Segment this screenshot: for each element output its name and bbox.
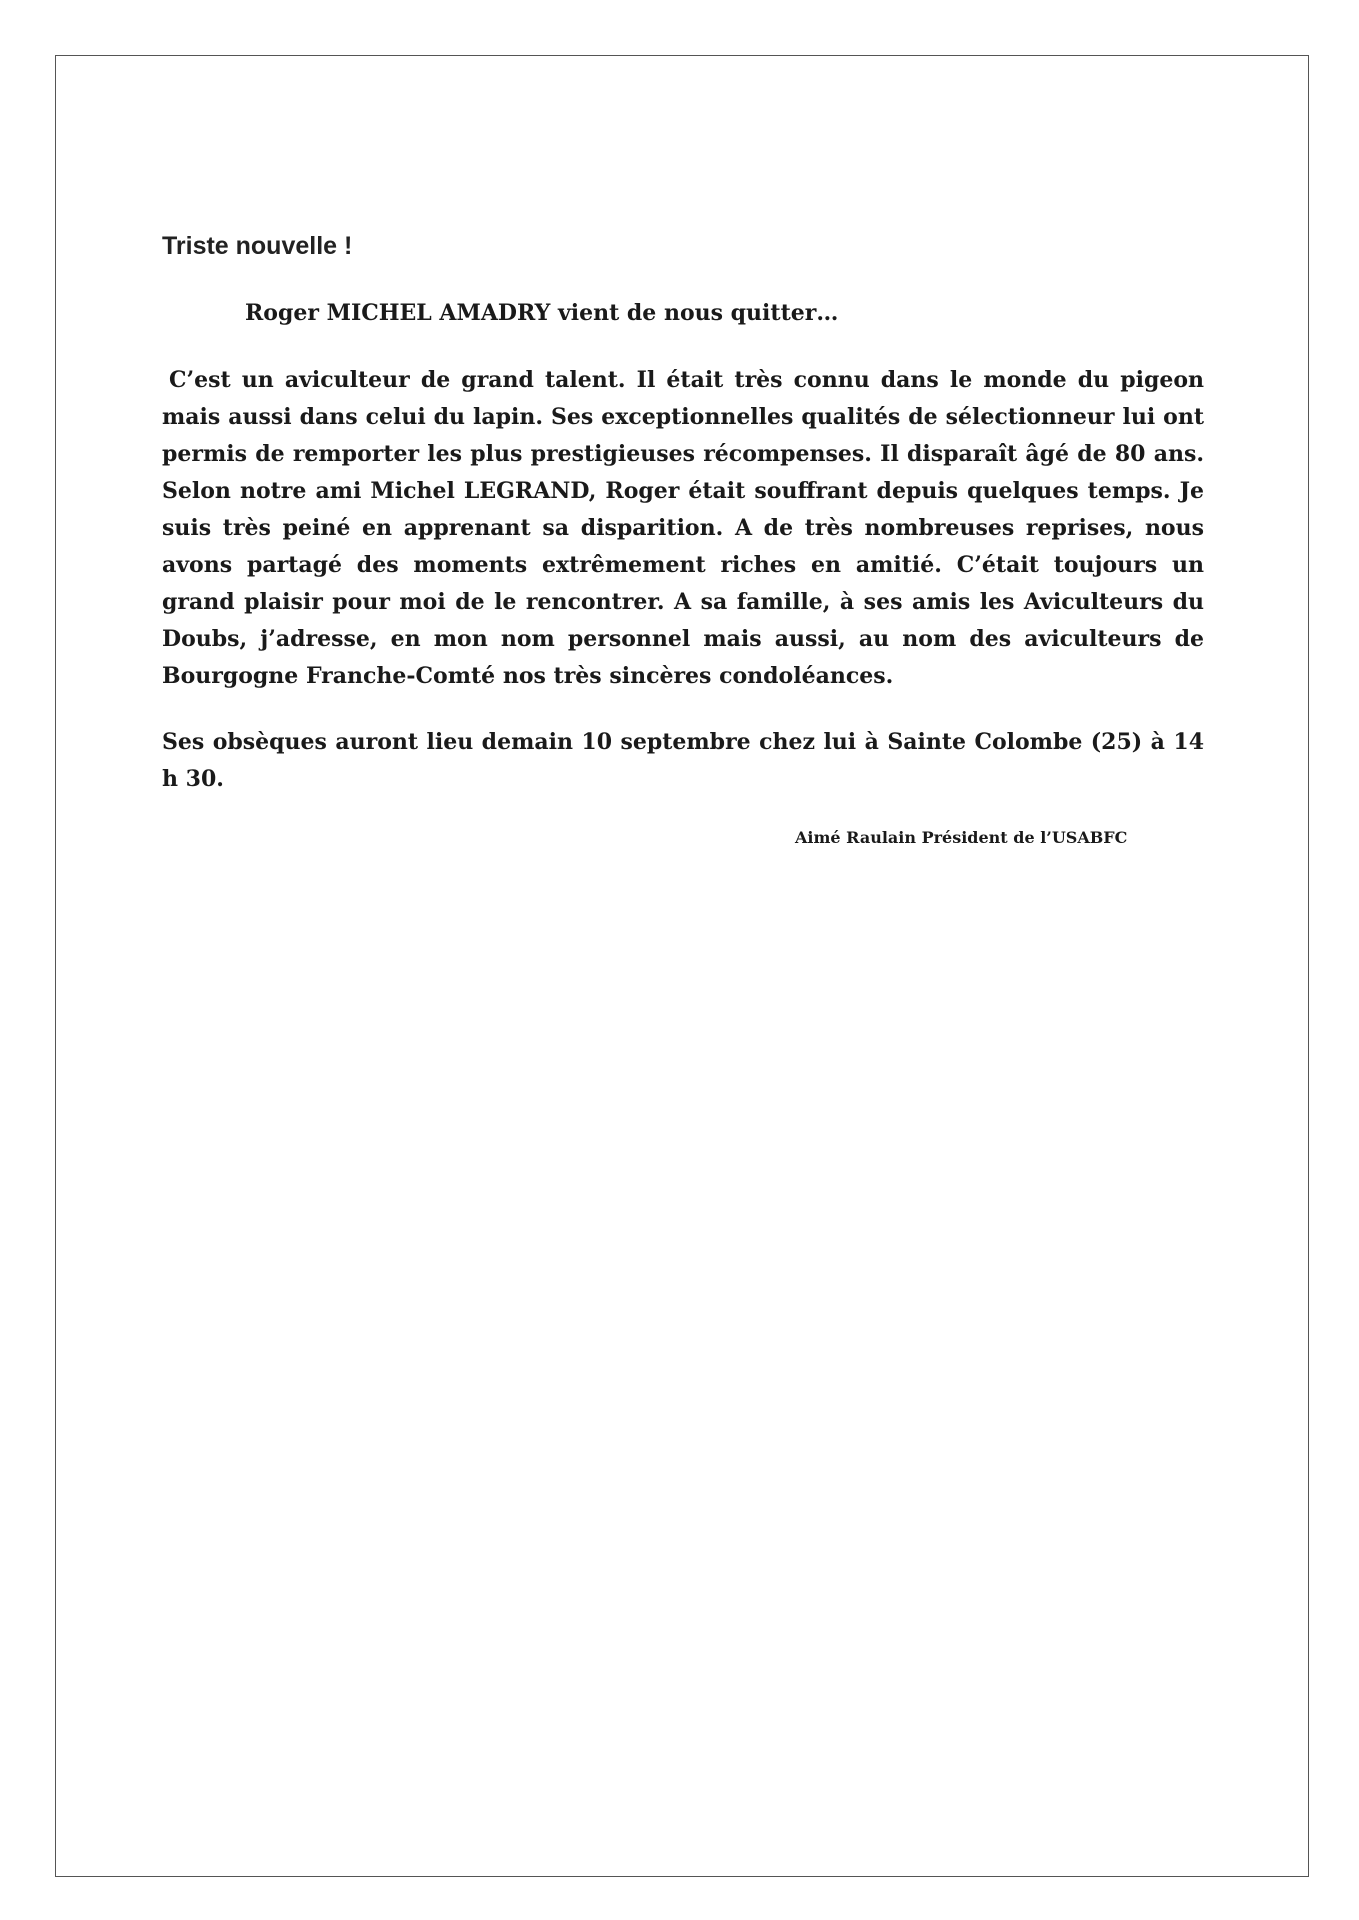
page-frame bbox=[55, 55, 1309, 1877]
signature: Aimé Raulain Président de l’USABFC bbox=[795, 828, 1128, 847]
subheading: Roger MICHEL AMADRY vient de nous quitter… bbox=[245, 300, 839, 326]
heading: Triste nouvelle ! bbox=[162, 232, 353, 260]
body-paragraph: C’est un aviculteur de grand talent. Il était très connu dans le monde du pigeon mais aussi dans celui du lapin. Ses exceptionnelles qualités de sélectionneur lui ont permis de remporter les plus prestigieuses récompenses. Il disparaît âgé de 80 ans. Selon notre ami Michel LEGRAND, Roger était souffrant depuis quelques temps. Je suis très peiné en apprenant sa disparition. A de très nombreuses reprises, nous avons partagé des moments extrêmement riches en amitié. C’était toujours un grand plaisir pour moi de le rencontrer. A sa famille, à ses amis les Aviculteurs du Doubs, j’adresse, en mon nom personnel mais aussi, au nom des aviculteurs de Bourgogne Franche-Comté nos très sincères condoléances. bbox=[162, 367, 1204, 689]
closing-paragraph: Ses obsèques auront lieu demain 10 septembre chez lui à Sainte Colombe (25) à 14 h 30. bbox=[162, 729, 1204, 792]
